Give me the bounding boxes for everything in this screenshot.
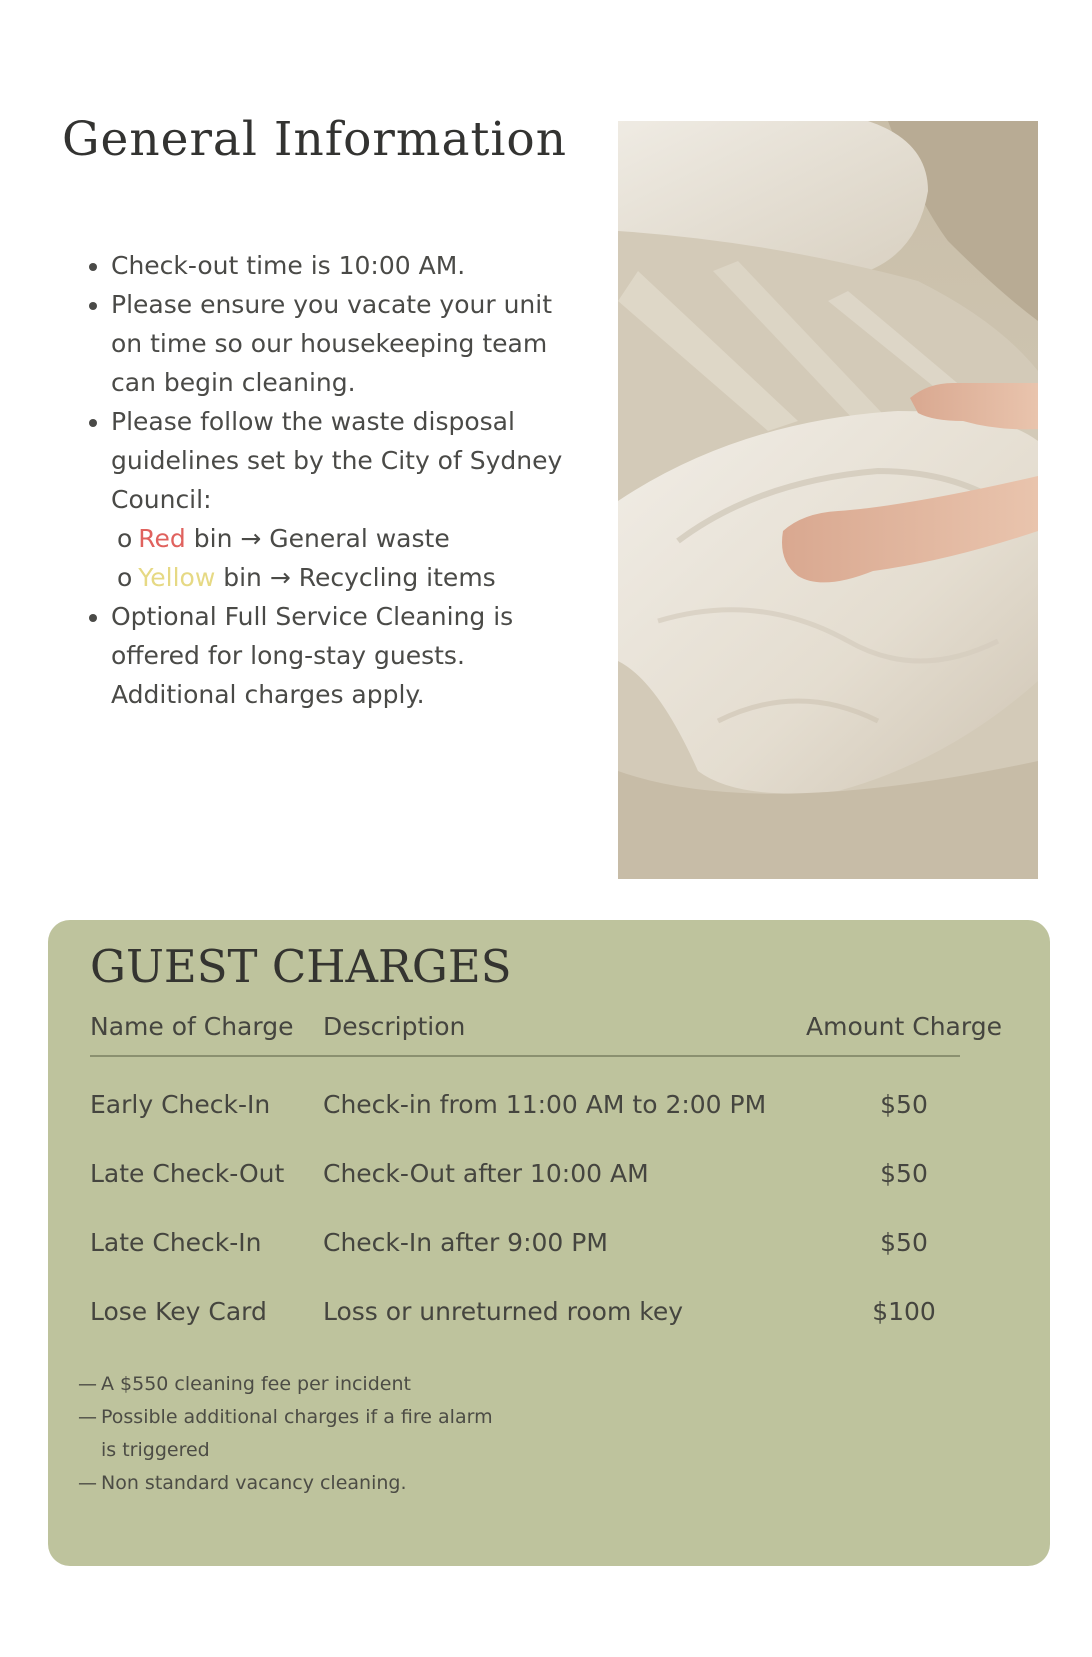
charge-name: Late Check-In — [90, 1228, 262, 1257]
dash-icon: — — [78, 1373, 97, 1395]
charge-amount: $50 — [880, 1228, 928, 1257]
charge-description: Check-In after 9:00 PM — [323, 1228, 608, 1257]
charge-description: Loss or unreturned room key — [323, 1297, 684, 1326]
info-item-vacate — [111, 285, 571, 402]
bed-linen-photo — [618, 121, 1038, 879]
red-bin-label: Red — [138, 524, 186, 553]
yellow-bin-label: Yellow — [138, 563, 216, 592]
charges-notes-list — [78, 1368, 498, 1500]
charge-description: Check-in from 11:00 AM to 2:00 PM — [323, 1090, 767, 1119]
note-text: A $550 cleaning fee per incident — [101, 1373, 411, 1395]
column-header-amount: Amount Charge — [806, 1012, 1002, 1041]
column-header-description: Description — [323, 1012, 466, 1041]
note-text: Possible additional charges if a fire alarm is triggered — [101, 1406, 493, 1461]
note-text: Non standard vacancy cleaning. — [101, 1472, 407, 1494]
info-item-waste-disposal — [111, 402, 571, 597]
dash-icon: — — [78, 1472, 97, 1494]
column-header-name: Name of Charge — [90, 1012, 294, 1041]
waste-bin-yellow — [117, 558, 571, 597]
guest-charges-title: GUEST CHARGES — [90, 940, 512, 993]
info-item-text: Please follow the waste disposal guidelines set by the City of Sydney Council: — [111, 407, 563, 514]
guest-charges-card — [48, 920, 1050, 1566]
note-item — [78, 1467, 498, 1500]
table-header-row — [90, 1012, 1010, 1052]
note-item — [78, 1401, 498, 1467]
info-item-text: Optional Full Service Cleaning is offered for long-stay guests. Additional charges apply. — [111, 602, 514, 709]
general-info-list — [82, 246, 571, 714]
info-item-text: Please ensure you vacate your unit on time so our housekeeping team can begin cleaning. — [111, 290, 553, 397]
charge-amount: $100 — [872, 1297, 936, 1326]
sub-bullet: o — [117, 563, 133, 592]
charge-amount: $50 — [880, 1159, 928, 1188]
table-row — [90, 1277, 1010, 1346]
charge-amount: $50 — [880, 1090, 928, 1119]
info-item-text: Check-out time is 10:00 AM. — [111, 251, 466, 280]
info-item-checkout-time — [111, 246, 571, 285]
waste-bin-list — [111, 519, 571, 597]
info-item-full-service-cleaning — [111, 597, 571, 714]
waste-bin-red — [117, 519, 571, 558]
dash-icon: — — [78, 1406, 97, 1428]
guest-charges-table — [90, 1012, 1010, 1346]
table-row — [90, 1052, 1010, 1139]
charge-name: Early Check-In — [90, 1090, 271, 1119]
charge-description: Check-Out after 10:00 AM — [323, 1159, 649, 1188]
yellow-bin-desc: bin → Recycling items — [223, 563, 496, 592]
charge-name: Lose Key Card — [90, 1297, 267, 1326]
charge-name: Late Check-Out — [90, 1159, 285, 1188]
sub-bullet: o — [117, 524, 133, 553]
table-row — [90, 1208, 1010, 1277]
page-title: General Information — [62, 112, 567, 167]
red-bin-desc: bin → General waste — [193, 524, 450, 553]
note-item — [78, 1368, 498, 1401]
table-row — [90, 1139, 1010, 1208]
